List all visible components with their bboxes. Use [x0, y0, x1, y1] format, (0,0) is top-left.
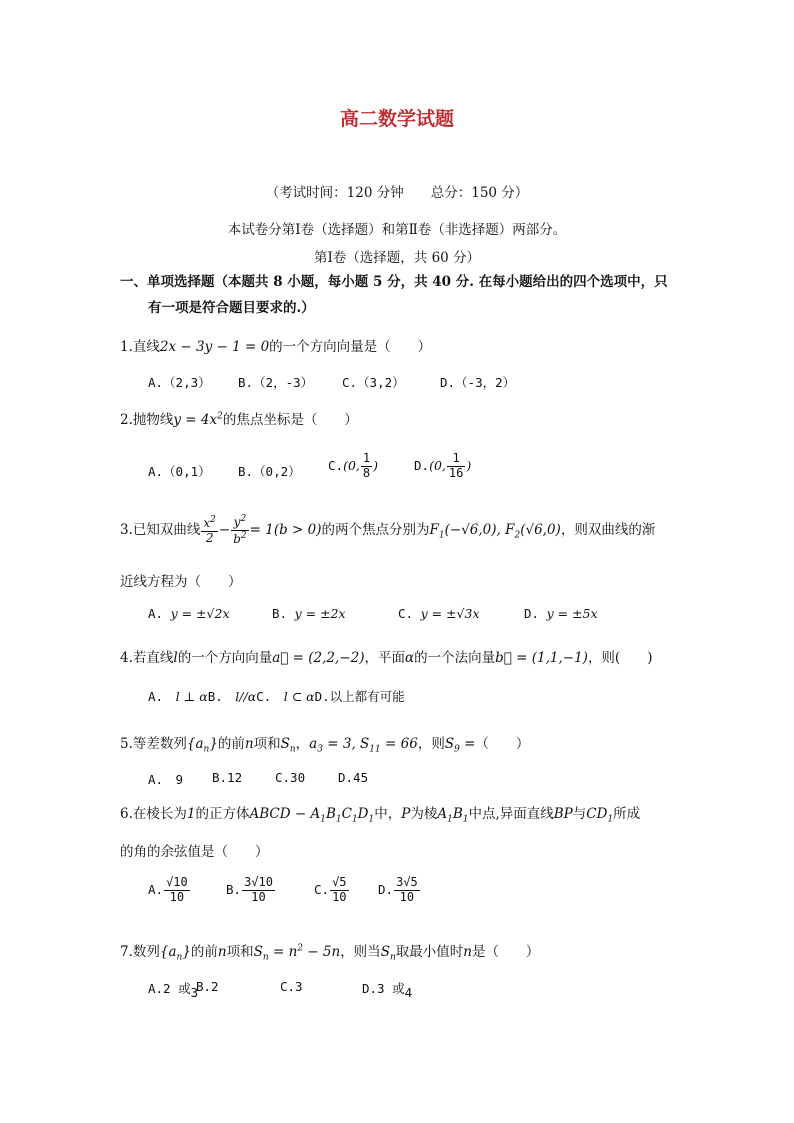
section-heading-line1: 一、单项选择题（本题共 8 小题，每小题 5 分，共 40 分. 在每小题给出的四个选项中，只	[120, 274, 668, 290]
q6-option-c: C. $\frac{√5}{10}$	[314, 875, 347, 904]
q6-option-b: B. $\frac{3√10}{10}$	[226, 875, 273, 904]
q6-option-a: A. $\frac{√10}{10}$	[148, 875, 188, 904]
equation: 2x − 3y − 1 = 0	[159, 339, 270, 355]
part-heading: 第Ⅰ卷（选择题，共 60 分）	[313, 250, 481, 266]
q3-option-c: C. y = ±√3x	[398, 606, 480, 621]
question-2: 2.抛物线$y = 4x^2$的焦点坐标是（ ）	[120, 411, 358, 428]
page-title: 高二数学试题	[339, 108, 454, 130]
q1-option-d: D.（-3，2）	[440, 375, 516, 390]
question-6-line2: 的角的余弦值是（ ）	[120, 844, 269, 860]
q1-option-a: A.（2,3）	[148, 375, 211, 390]
question-3-line2: 近线方程为（ ）	[120, 574, 242, 590]
question-3-line1: 3.已知双曲线 $\frac{x^2}{2}$ − $\frac{y^2}{b^2}$ = 1(b > 0)的两个焦点分别为$F_1(-√6,0)$, $F_2(√6,0)$，则双曲线的渐	[120, 514, 656, 546]
exam-info: （考试时间：120 分钟 总分：150 分）	[265, 185, 529, 201]
q3-option-b: B. y = ±2x	[272, 606, 346, 621]
q5-option-b: B.12	[212, 770, 243, 785]
q7-option-d: D.3 或4	[362, 981, 413, 1000]
q3-option-a: A. y = ±√2x	[148, 606, 230, 621]
question-4: 4.若直线l的一个方向向量a⃗ = (2,2,−2)，平面α的一个法向量b⃗ = (1,1,−1)，则( )	[120, 650, 653, 666]
q1-option-b: B.（2，-3）	[238, 375, 314, 390]
question-1: 1.直线2x − 3y − 1 = 0的一个方向向量是（ ）	[120, 339, 432, 355]
q4-options: A. l ⊥ αB. l//αC. l ⊂ αD.以上都有可能	[148, 689, 405, 704]
q2-option-c: C.(0, $\frac{1}{8}$ )	[328, 451, 378, 480]
question-6-line1: 6.在棱长为1的正方体ABCD − $A_1B_1C_1D_1$中，P为棱$A_1B_1$中点,异面直线BP与$CD_1$所成	[120, 806, 641, 825]
q2-option-d: D.(0, $\frac{1}{16}$ )	[414, 451, 472, 480]
q6-option-d: D. $\frac{3√5}{10}$	[378, 875, 418, 904]
question-7: 7.数列$\{a_n\}$的前n项和$S_n = n^2 - 5n$，则当$S_n$取最小值时n是（ ）	[120, 943, 540, 963]
q3-option-d: D. y = ±5x	[524, 606, 598, 621]
question-5: 5.等差数列$\{a_n\}$的前n项和$S_n$，$a_3 = 3$, $S_{11} = 66$，则$S_9$ =（ ）	[120, 736, 530, 755]
q5-option-c: C.30	[275, 770, 306, 785]
section-heading-line2: 有一项是符合题目要求的.）	[148, 300, 315, 316]
q7-option-c: C.3	[280, 979, 303, 994]
q2-option-a: A.（0,1）	[148, 464, 211, 479]
q1-option-c: C.（3,2）	[342, 375, 405, 390]
q5-option-a: A. 9	[148, 772, 184, 787]
intro-text: 本试卷分第Ⅰ卷（选择题）和第Ⅱ卷（非选择题）两部分。	[227, 222, 567, 238]
q7-option-a: A.2 或3	[148, 981, 199, 1000]
q5-option-d: D.45	[338, 770, 369, 785]
q7-option-b: B.2	[196, 979, 219, 994]
q2-option-b: B.（0,2）	[238, 464, 301, 479]
